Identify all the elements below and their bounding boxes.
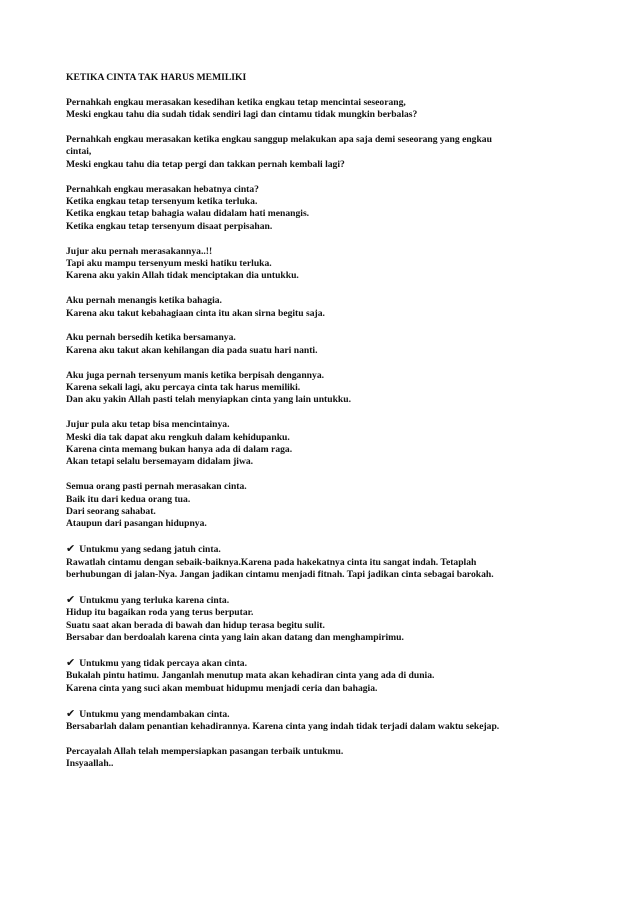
document-title: KETIKA CINTA TAK HARUS MEMILIKI	[66, 72, 247, 83]
section-heading-text: Untukmu yang mendambakan cinta.	[79, 708, 230, 720]
text-line: Ketika engkau tetap tersenyum ketika terluka.	[66, 196, 258, 208]
text-line: Bukalah pintu hatimu. Janganlah menutup mata akan kehadiran cinta yang ada di dunia.	[66, 670, 435, 682]
text-line: Suatu saat akan berada di bawah dan hidup terasa begitu sulit.	[66, 619, 325, 631]
section-heading-text: Untukmu yang tidak percaya akan cinta.	[79, 657, 247, 669]
text-line: Jujur aku pernah merasakannya..!!	[66, 245, 213, 257]
text-line: Pernahkah engkau merasakan hebatnya cinta?	[66, 183, 259, 195]
text-line: Karena aku takut akan kehilangan dia pada suatu hari nanti.	[66, 344, 318, 356]
advice-section	[66, 543, 566, 581]
paragraph	[66, 246, 566, 283]
text-line: Pernahkah engkau merasakan kesedihan ketika engkau tetap mencintai seseorang,	[66, 96, 406, 108]
section-heading-text: Untukmu yang terluka karena cinta.	[79, 594, 230, 606]
paragraph	[66, 419, 566, 469]
text-line: Karena sekali lagi, aku percaya cinta tak harus memiliki.	[66, 382, 301, 394]
text-line: berhubungan di jalan-Nya. Jangan jadikan cintamu menjadi fitnah. Tapi jadikan cinta sebagai barokah.	[66, 569, 494, 581]
paragraph	[66, 481, 566, 531]
text-line: Jujur pula aku tetap bisa mencintainya.	[66, 419, 230, 431]
text-line: Bersabar dan berdoalah karena cinta yang lain akan datang dan menghampirimu.	[66, 632, 404, 644]
text-line: Meski dia tak dapat aku rengkuh dalam kehidupanku.	[66, 431, 290, 443]
section-heading	[66, 657, 566, 670]
paragraph	[66, 332, 566, 357]
text-line: Dari seorang sahabat.	[66, 506, 156, 518]
text-line: Karena aku takut kebahagiaan cinta itu akan sirna begitu saja.	[66, 307, 325, 319]
paragraph	[66, 184, 566, 234]
advice-section	[66, 708, 566, 734]
text-line: Rawatlah cintamu dengan sebaik-baiknya.Karena pada hakekatnya cinta itu sangat indah. Tetaplah	[66, 556, 477, 568]
paragraph	[66, 370, 566, 407]
paragraph	[66, 295, 566, 320]
advice-section	[66, 594, 566, 645]
text-line: Pernahkah engkau merasakan ketika engkau sanggup melakukan apa saja demi seseorang yang engkau	[66, 134, 492, 145]
checkmark-icon: ✔	[66, 592, 76, 606]
text-line: Tapi aku mampu tersenyum meski hatiku terluka.	[66, 258, 272, 270]
section-heading	[66, 708, 566, 721]
text-line: Akan tetapi selalu bersemayam didalam jiwa.	[66, 456, 254, 468]
section-heading	[66, 543, 566, 556]
text-line: Karena cinta memang bukan hanya ada di dalam raga.	[66, 444, 293, 456]
text-line: Dan aku yakin Allah pasti telah menyiapkan cinta yang lain untukku.	[66, 394, 351, 406]
text-line: Meski engkau tahu dia tetap pergi dan takkan pernah kembali lagi?	[66, 158, 345, 170]
text-line: Ataupun dari pasangan hidupnya.	[66, 518, 207, 530]
text-line: Aku juga pernah tersenyum manis ketika berpisah dengannya.	[66, 369, 325, 381]
text-line: Meski engkau tahu dia sudah tidak sendiri lagi dan cintamu tidak mungkin berbalas?	[66, 109, 418, 121]
text-line: Percayalah Allah telah mempersiapkan pasangan terbaik untukmu.	[66, 745, 344, 757]
text-line: Aku pernah bersedih ketika bersamanya.	[66, 332, 236, 344]
section-heading-text: Untukmu yang sedang jatuh cinta.	[79, 544, 221, 556]
checkmark-icon: ✔	[66, 542, 76, 556]
text-line: cintai,	[66, 146, 92, 158]
text-line: Karena aku yakin Allah tidak menciptakan dia untukku.	[66, 270, 299, 282]
text-line: Hidup itu bagaikan roda yang terus berputar.	[66, 607, 254, 619]
document-body	[66, 72, 566, 783]
text-line: Baik itu dari kedua orang tua.	[66, 493, 191, 505]
text-line: Ketika engkau tetap bahagia walau didalam hati menangis.	[66, 208, 310, 220]
text-line: Ketika engkau tetap tersenyum disaat perpisahan.	[66, 220, 273, 232]
text-line: Bersabarlah dalam penantian kehadirannya. Karena cinta yang indah tidak terjadi dalam waktu sekejap.	[66, 720, 500, 732]
text-line: Insyaallah..	[66, 758, 114, 770]
checkmark-icon: ✔	[66, 706, 76, 720]
advice-section	[66, 657, 566, 695]
poem-paragraphs	[66, 97, 566, 531]
paragraph	[66, 97, 566, 122]
section-heading	[66, 594, 566, 607]
closing-paragraph	[66, 746, 566, 771]
text-line: Aku pernah menangis ketika bahagia.	[66, 295, 222, 307]
advice-sections	[66, 543, 566, 733]
checkmark-icon: ✔	[66, 655, 76, 669]
text-line: Karena cinta yang suci akan membuat hidupmu menjadi ceria dan bahagia.	[66, 682, 378, 694]
paragraph	[66, 134, 566, 171]
text-line: Semua orang pasti pernah merasakan cinta.	[66, 481, 247, 493]
